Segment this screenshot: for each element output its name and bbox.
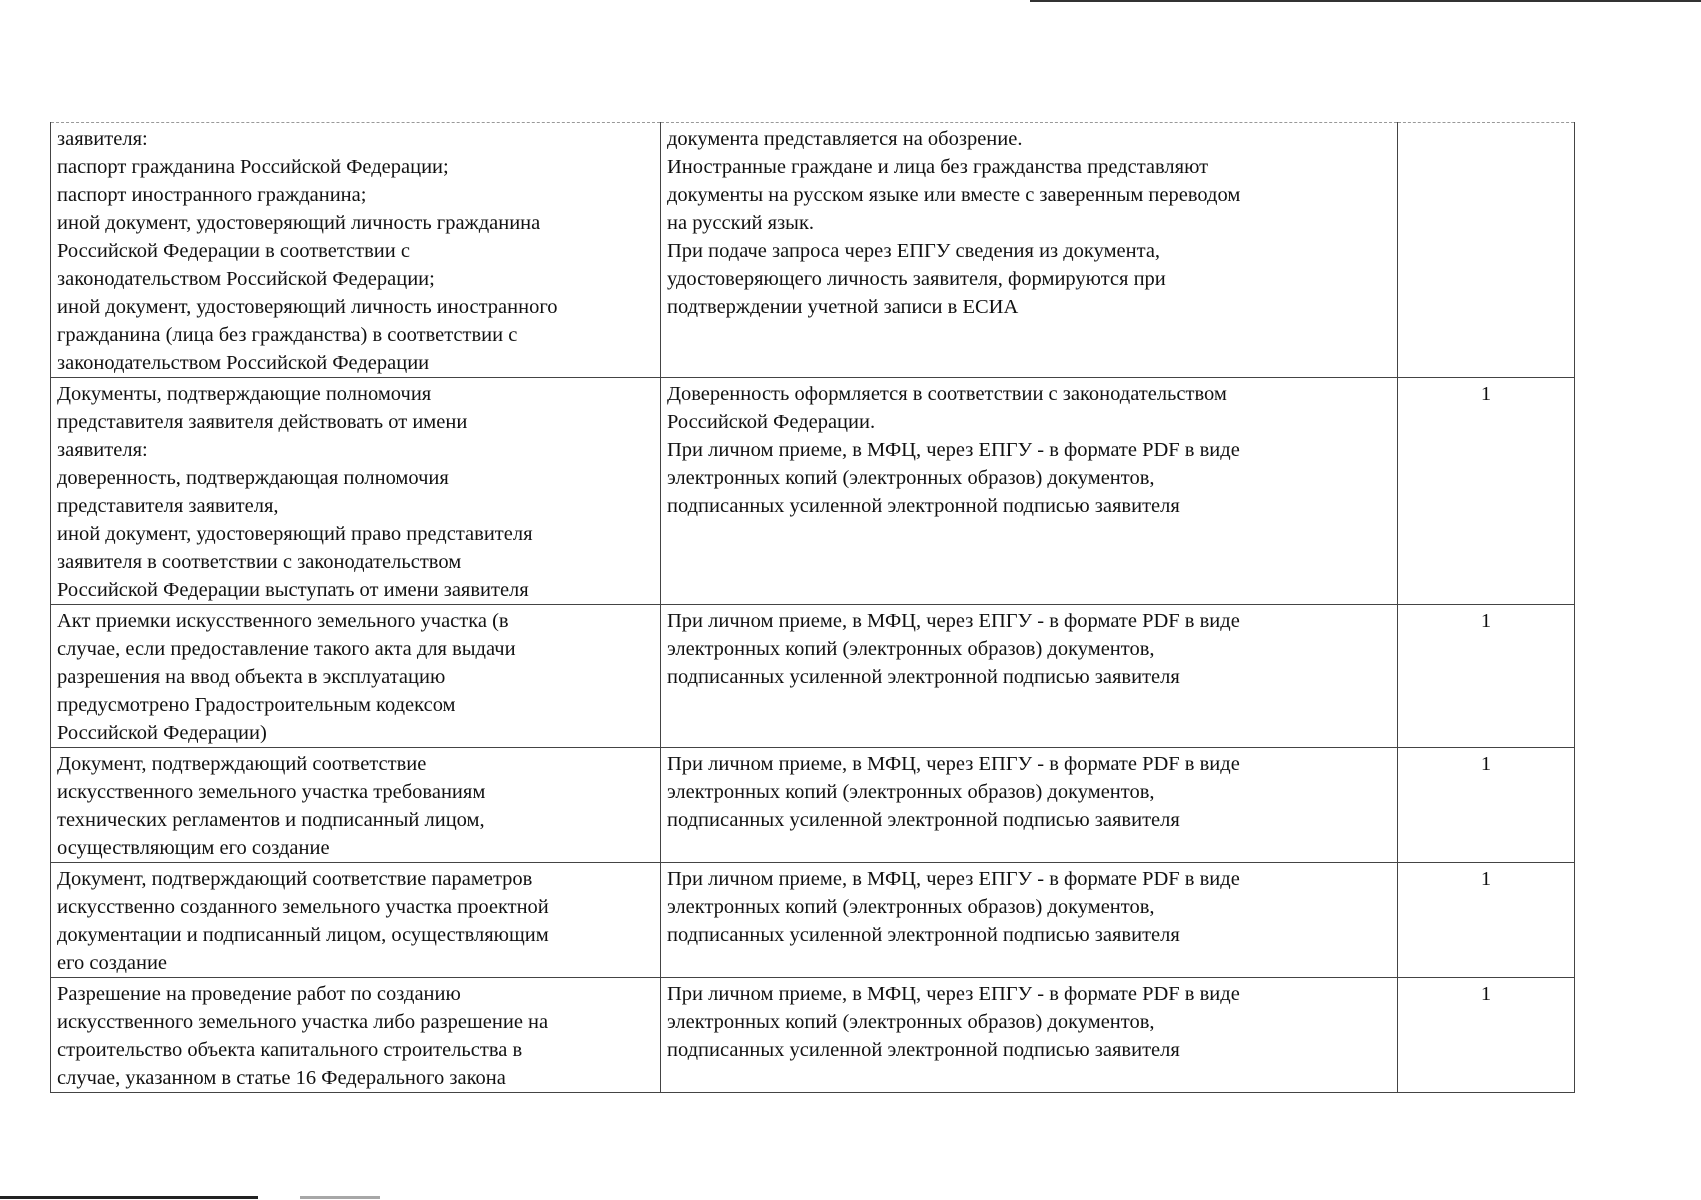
document-name-line: осуществляющим его создание — [57, 837, 330, 859]
document-name-cell — [51, 978, 661, 1093]
table-row — [51, 605, 1575, 748]
documents-table — [50, 122, 1575, 1093]
document-name-line: Российской Федерации) — [57, 722, 267, 744]
document-name-line: его создание — [57, 952, 168, 974]
document-name-line: доверенность, подтверждающая полномочия — [57, 467, 449, 489]
requirements-line: При подаче запроса через ЕПГУ сведения из документа, — [667, 240, 1161, 262]
document-name-line: Российской Федерации выступать от имени заявителя — [57, 579, 529, 601]
quantity-value: 1 — [1480, 610, 1492, 632]
requirements-line: электронных копий (электронных образов) документов, — [667, 467, 1155, 489]
requirements-cell — [661, 748, 1398, 863]
quantity-cell — [1398, 378, 1575, 605]
requirements-line: документы на русском языке или вместе с заверенным переводом — [667, 184, 1241, 206]
document-name-line: разрешения на ввод объекта в эксплуатацию — [57, 666, 446, 688]
document-name-line: искусственно созданного земельного участка проектной — [57, 896, 549, 918]
document-name-line: строительство объекта капитального строительства в — [57, 1039, 523, 1061]
requirements-line: на русский язык. — [667, 212, 815, 234]
table-row — [51, 863, 1575, 978]
document-name-line: гражданина (лица без гражданства) в соответствии с — [57, 324, 518, 346]
requirements-line: При личном приеме, в МФЦ, через ЕПГУ - в формате PDF в виде — [667, 868, 1240, 890]
document-name-line: Документ, подтверждающий соответствие параметров — [57, 868, 533, 890]
document-name-line: заявителя: — [57, 439, 148, 461]
quantity-value: 1 — [1480, 753, 1492, 775]
document-name-cell — [51, 123, 661, 378]
scan-edge-top — [1030, 0, 1701, 2]
quantity-value: 1 — [1480, 868, 1492, 890]
document-name-line: искусственного земельного участка либо разрешение на — [57, 1011, 549, 1033]
document-name-cell — [51, 605, 661, 748]
requirements-line: При личном приеме, в МФЦ, через ЕПГУ - в формате PDF в виде — [667, 983, 1240, 1005]
requirements-line: При личном приеме, в МФЦ, через ЕПГУ - в формате PDF в виде — [667, 610, 1240, 632]
document-name-line: случае, указанном в статье 16 Федерального закона — [57, 1067, 506, 1089]
document-name-line: иной документ, удостоверяющий право представителя — [57, 523, 533, 545]
document-name-line: законодательством Российской Федерации — [57, 352, 430, 374]
quantity-cell — [1398, 863, 1575, 978]
document-name-line: иной документ, удостоверяющий личность иностранного — [57, 296, 558, 318]
document-name-cell — [51, 378, 661, 605]
document-name-cell — [51, 863, 661, 978]
requirements-line: При личном приеме, в МФЦ, через ЕПГУ - в формате PDF в виде — [667, 439, 1240, 461]
requirements-cell — [661, 123, 1398, 378]
requirements-line: электронных копий (электронных образов) документов, — [667, 896, 1155, 918]
requirements-line: документа представляется на обозрение. — [667, 128, 1023, 150]
requirements-line: подписанных усиленной электронной подписью заявителя — [667, 924, 1180, 946]
quantity-cell — [1398, 748, 1575, 863]
requirements-line: подписанных усиленной электронной подписью заявителя — [667, 809, 1180, 831]
quantity-value: 1 — [1480, 383, 1492, 405]
requirements-line: подписанных усиленной электронной подписью заявителя — [667, 1039, 1180, 1061]
requirements-line: При личном приеме, в МФЦ, через ЕПГУ - в формате PDF в виде — [667, 753, 1240, 775]
document-name-line: представителя заявителя, — [57, 495, 279, 517]
quantity-value: 1 — [1480, 983, 1492, 1005]
document-name-line: заявителя: — [57, 128, 148, 150]
document-name-line: паспорт иностранного гражданина; — [57, 184, 367, 206]
document-name-line: паспорт гражданина Российской Федерации; — [57, 156, 449, 178]
document-name-line: Разрешение на проведение работ по созданию — [57, 983, 461, 1005]
scan-edge-bottom-left — [0, 1196, 258, 1199]
requirements-line: электронных копий (электронных образов) документов, — [667, 1011, 1155, 1033]
document-name-line: технических регламентов и подписанный лицом, — [57, 809, 485, 831]
requirements-line: подтверждении учетной записи в ЕСИА — [667, 296, 1019, 318]
requirements-line: подписанных усиленной электронной подписью заявителя — [667, 495, 1180, 517]
document-name-line: представителя заявителя действовать от имени — [57, 411, 468, 433]
requirements-cell — [661, 978, 1398, 1093]
document-name-cell — [51, 748, 661, 863]
requirements-line: электронных копий (электронных образов) документов, — [667, 781, 1155, 803]
requirements-line: Доверенность оформляется в соответствии с законодательством — [667, 383, 1227, 405]
document-name-line: Акт приемки искусственного земельного участка (в — [57, 610, 509, 632]
document-name-line: Российской Федерации в соответствии с — [57, 240, 410, 262]
table-row — [51, 123, 1575, 378]
requirements-cell — [661, 863, 1398, 978]
document-name-line: искусственного земельного участка требованиям — [57, 781, 486, 803]
document-name-line: Документ, подтверждающий соответствие — [57, 753, 427, 775]
document-name-line: законодательством Российской Федерации; — [57, 268, 435, 290]
requirements-line: удостоверяющего личность заявителя, формируются при — [667, 268, 1166, 290]
document-name-line: Документы, подтверждающие полномочия — [57, 383, 432, 405]
requirements-line: подписанных усиленной электронной подписью заявителя — [667, 666, 1180, 688]
scan-edge-bottom-right — [300, 1196, 380, 1199]
document-name-line: заявителя в соответствии с законодательством — [57, 551, 462, 573]
quantity-cell — [1398, 978, 1575, 1093]
requirements-cell — [661, 605, 1398, 748]
requirements-line: Иностранные граждане и лица без гражданства представляют — [667, 156, 1209, 178]
table-row — [51, 748, 1575, 863]
quantity-cell — [1398, 605, 1575, 748]
document-name-line: документации и подписанный лицом, осуществляющим — [57, 924, 549, 946]
document-name-line: случае, если предоставление такого акта для выдачи — [57, 638, 516, 660]
requirements-line: Российской Федерации. — [667, 411, 876, 433]
document-name-line: иной документ, удостоверяющий личность гражданина — [57, 212, 541, 234]
quantity-cell — [1398, 123, 1575, 378]
table-row — [51, 978, 1575, 1093]
table-row — [51, 378, 1575, 605]
requirements-cell — [661, 378, 1398, 605]
document-name-line: предусмотрено Градостроительным кодексом — [57, 694, 456, 716]
requirements-line: электронных копий (электронных образов) документов, — [667, 638, 1155, 660]
documents-table-body — [51, 123, 1575, 1093]
